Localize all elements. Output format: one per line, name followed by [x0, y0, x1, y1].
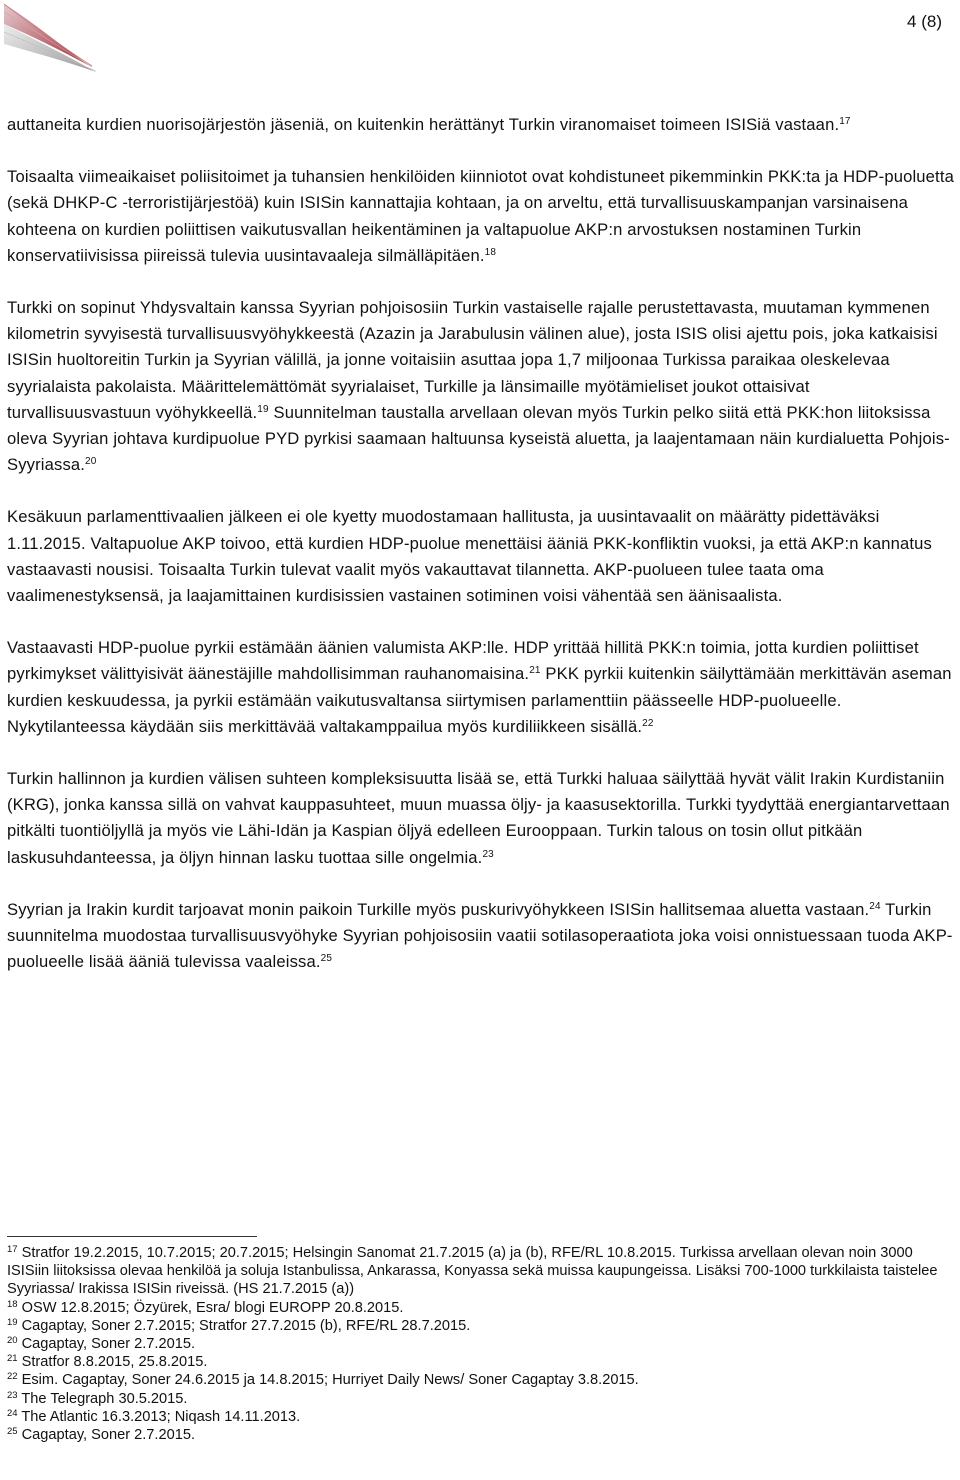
footnote-number: 19 [7, 1316, 18, 1328]
footnote [7, 1408, 957, 1426]
footnote-text: Cagaptay, Soner 2.7.2015; Stratfor 27.7.2015 (b), RFE/RL 28.7.2015. [21, 1317, 471, 1334]
footnote-number: 23 [7, 1389, 18, 1401]
footnote [7, 1244, 957, 1299]
paragraph-text: Vastaavasti HDP-puolue pyrkii estämään äänien valumista AKP:lle. HDP yrittää hillitä PKK:n toimia, jotta kurdien poliittiset pyrkimykset välittyisivät äänestäjille mahdollisimman rauhanomaisina. [7, 638, 919, 684]
paragraph-text: Syyrian ja Irakin kurdit tarjoavat monin paikoin Turkille myös puskurivyöhykkeen ISISin hallitsemaa aluetta vastaan. [7, 899, 870, 919]
footnote-number: 24 [7, 1407, 18, 1419]
footnote-divider [7, 1236, 257, 1237]
footnote [7, 1299, 957, 1317]
organization-logo [2, 0, 98, 74]
paragraph-text: Turkin suunnitelma muodostaa turvallisuusvyöhyke Syyrian pohjoisosiin vaatii sotilasoperaatiota joka voisi onnistuessaan tuoda AKP-puolueelle lisää ääniä tulevissa vaaleissa. [7, 899, 953, 972]
paragraph [7, 504, 957, 609]
footnote-text: Esim. Cagaptay, Soner 24.6.2015 ja 14.8.2015; Hurriyet Daily News/ Soner Cagaptay 3.8.2015. [21, 1372, 639, 1389]
footnote-reference[interactable]: 17 [839, 116, 851, 127]
paragraph-text: Turkki on sopinut Yhdysvaltain kanssa Syyrian pohjoisosiin Turkin vastaiselle rajalle perustettavasta, muutaman kymmenen kilometrin syvyisestä turvallisuusvyöhykkeestä (Azazin ja Jarabulusin välinen alue), josta ISIS olisi ajettu pois, joka katkaisisi ISISin huoltoreitin Turkin ja Syyrian välillä, ja jonne voitaisiin asuttaa jopa 1,7 miljoonaa Turkissa paraikaa oleskelevaa syyrialaista pakolaista. Määrittelemättömät syyrialaiset, Turkille ja länsimaille myötämieliset joukot ottaisivat turvallisuusvastuun vyöhykkeellä. [7, 298, 938, 422]
paragraph [7, 635, 957, 740]
footnote-text: The Atlantic 16.3.2013; Niqash 14.11.2013. [21, 1408, 301, 1425]
footnote-number: 20 [7, 1335, 18, 1347]
footnote-reference[interactable]: 22 [642, 717, 654, 729]
footnote-text: OSW 12.8.2015; Özyürek, Esra/ blogi EUROPP 20.8.2015. [21, 1299, 404, 1316]
footnote-number: 21 [7, 1353, 18, 1365]
paragraph-text: PKK pyrkii kuitenkin säilyttämään merkittävän aseman kurdien keskuudessa, ja pyrkii estämään vaikutusvaltansa siirtymisen parlamenttiin päässeelle HDP-puolueelle. Nykytilanteessa käydään siis merkittävää valtakamppailua myös kurdiliikkeen sisällä. [7, 664, 952, 736]
footnote [7, 1335, 957, 1353]
footnote-reference[interactable]: 18 [484, 246, 497, 258]
footnote [7, 1390, 957, 1408]
footnote-text: Stratfor 8.8.2015, 25.8.2015. [21, 1354, 208, 1371]
footnote-reference[interactable]: 19 [257, 403, 269, 415]
document-body [7, 112, 957, 1001]
paragraph [7, 766, 957, 871]
footnotes-section [7, 1244, 957, 1444]
paragraph-text: Kesäkuun parlamenttivaalien jälkeen ei ole kyetty muodostamaan hallitusta, ja uusintavaalit on määrätty pidettäväksi 1.11.2015. Valtapuolue AKP toivoo, että kurdien HDP-puolue menettäisi ääniä PKK-konfliktin vuoksi, ja että AKP:n kannatus vastaavasti nousisi. Toisaalta Turkin tulevat vaalit myös vakauttavat tilannetta. AKP-puolueen tulee taata oma vaalimenestyksensä, ja laajamittainen kurdisissien vastainen sotiminen voisi vähentää sen äänisaalista. [7, 507, 932, 606]
page-number: 4 (8) [907, 12, 942, 31]
footnote [7, 1371, 957, 1389]
paragraph [7, 295, 957, 478]
footnote-reference[interactable]: 25 [320, 953, 333, 965]
footnote [7, 1317, 957, 1335]
footnote-reference[interactable]: 20 [85, 456, 97, 468]
footnote-reference[interactable]: 21 [529, 665, 541, 677]
paragraph-text: auttaneita kurdien nuorisojärjestön jäseniä, on kuitenkin herättänyt Turkin viranomaiset toimeen ISISiä vastaan. [7, 115, 840, 134]
footnote-number: 22 [7, 1371, 18, 1383]
footnote [7, 1353, 957, 1371]
footnote-text: Stratfor 19.2.2015, 10.7.2015; 20.7.2015; Helsingin Sanomat 21.7.2015 (a) ja (b), RFE/RL 10.8.2015. Turkissa arvellaan olevan noin 3000 ISISiin liitoksissa olevaa henkilöä ja soluja Istanbulissa, Ankarassa, Konyassa sekä muissa kaupungeissa. Lisäksi 700-1000 turkkilaista taistelee Syyriassa/ Irakissa ISISin riveissä. (HS 21.7.2015 (a)) [7, 1245, 938, 1298]
footnote-text: Cagaptay, Soner 2.7.2015. [21, 1336, 195, 1353]
paragraph [7, 112, 957, 138]
footnote-reference[interactable]: 24 [869, 900, 881, 912]
paragraph-text: Suunnitelman taustalla arvellaan olevan myös Turkin pelko siitä että PKK:hon liitoksissa oleva Syyrian johtava kurdipuolue PYD pyrkisi saamaan haltuunsa kyseistä aluetta, ja laajentamaan näin kurdialuetta Pohjois-Syyriassa. [7, 402, 950, 475]
footnote-text: The Telegraph 30.5.2015. [21, 1390, 188, 1407]
footnote-number: 17 [7, 1244, 18, 1255]
footnote-text: Cagaptay, Soner 2.7.2015. [21, 1427, 195, 1444]
footnote-number: 25 [7, 1426, 18, 1438]
footnote-number: 18 [7, 1298, 18, 1310]
paragraph [7, 897, 957, 976]
footnote [7, 1426, 957, 1444]
paragraph [7, 164, 957, 269]
paragraph-text: Toisaalta viimeaikaiset poliisitoimet ja tuhansien henkilöiden kiinniotot ovat kohdistuneet pikemminkin PKK:ta ja HDP-puoluetta (sekä DHKP-C -terroristijärjestöä) kuin ISISin kannattajia kohtaan, ja on arveltu, että turvallisuuskampanjan varsinaisena kohteena on kurdien poliittisen vaikutusvallan heikentäminen ja valtapuolue AKP:n arvostuksen nostaminen Turkin konservatiivisissa piireissä tulevia uusintavaaleja silmälläpitäen. [7, 167, 954, 265]
paragraph-text: Turkin hallinnon ja kurdien välisen suhteen kompleksisuutta lisää se, että Turkki haluaa säilyttää hyvät välit Irakin Kurdistaniin (KRG), jonka kanssa sillä on vahvat kauppasuhteet, muun muassa öljy- ja kaasusektorilla. Turkki tyydyttää energiantarvettaan pitkälti tuontiöljyllä ja myös vie Lähi-Idän ja Kaspian öljyä edelleen Eurooppaan. Turkin talous on tosin ollut pitkään laskusuhdanteessa, ja öljyn hinnan lasku tuottaa sille ongelmia. [7, 769, 950, 867]
footnote-reference[interactable]: 23 [482, 848, 494, 860]
